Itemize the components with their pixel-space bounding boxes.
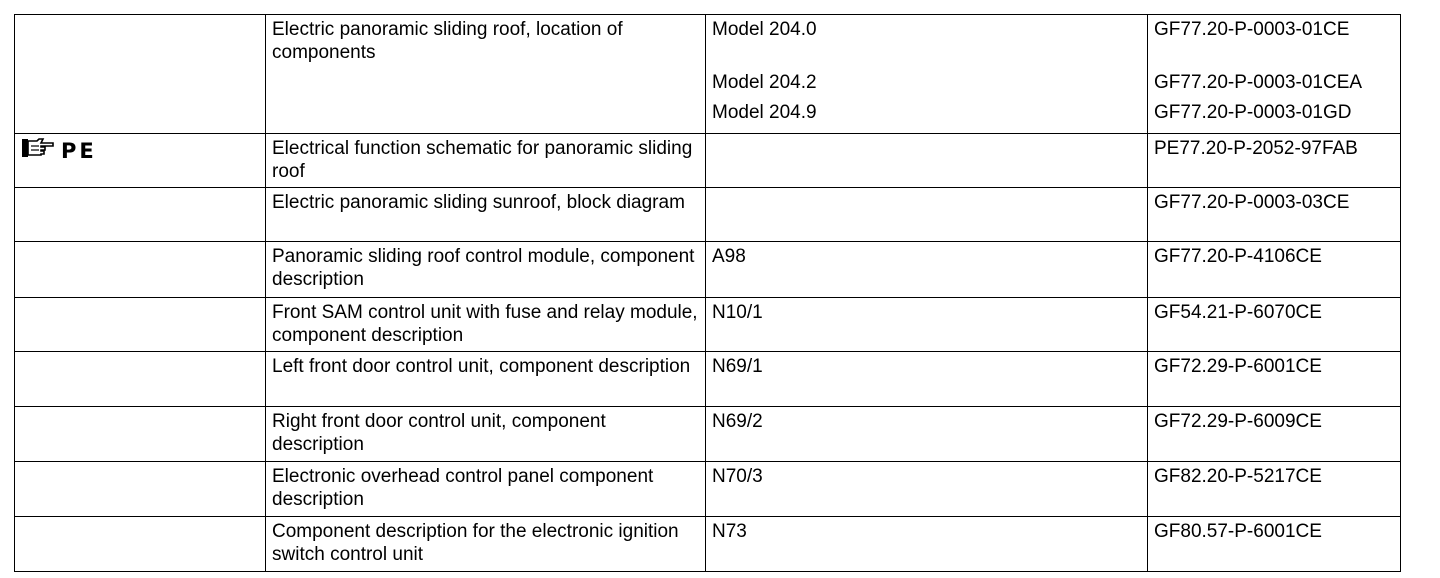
- doc-reference-link[interactable]: GF54.21-P-6070CE: [1154, 302, 1322, 323]
- doc-cell: [1148, 15, 1401, 134]
- doc-cell: [1148, 352, 1401, 407]
- model-label: A98: [712, 246, 746, 267]
- pe-marker[interactable]: [21, 137, 97, 165]
- row-title: Electric panoramic sliding roof, location of components: [272, 19, 623, 63]
- row-title: Electronic overhead control panel component description: [272, 466, 654, 510]
- doc-reference-link[interactable]: GF77.20-P-0003-01GD: [1154, 102, 1352, 123]
- model-cell: [706, 298, 1148, 352]
- table-row: [15, 407, 1401, 462]
- row-title: Right front door control unit, component description: [272, 411, 606, 455]
- model-cell: [706, 15, 1148, 134]
- doc-cell: [1148, 462, 1401, 517]
- doc-reference-link[interactable]: GF77.20-P-4106CE: [1154, 246, 1322, 267]
- model-label: Model 204.2: [712, 72, 817, 93]
- model-label: Model 204.0: [712, 19, 817, 40]
- doc-reference-link[interactable]: GF77.20-P-0003-03CE: [1154, 192, 1350, 213]
- model-cell: [706, 517, 1148, 572]
- pointing-hand-icon: [21, 137, 55, 165]
- table-row: [15, 462, 1401, 517]
- table-row: [15, 188, 1401, 242]
- title-cell: [266, 407, 706, 462]
- table-row: [15, 15, 1401, 134]
- model-cell: [706, 462, 1148, 517]
- doc-cell: [1148, 188, 1401, 242]
- model-cell: [706, 407, 1148, 462]
- marker-cell: [15, 298, 266, 352]
- table-row: [15, 134, 1401, 188]
- model-cell: [706, 242, 1148, 298]
- model-cell: [706, 188, 1148, 242]
- marker-cell: [15, 188, 266, 242]
- table-row: [15, 242, 1401, 298]
- model-label: N70/3: [712, 466, 763, 487]
- model-label: N73: [712, 521, 747, 542]
- row-title: Front SAM control unit with fuse and relay module, component description: [272, 302, 698, 346]
- marker-cell: [15, 242, 266, 298]
- doc-reference-link[interactable]: GF80.57-P-6001CE: [1154, 521, 1322, 542]
- row-title: Panoramic sliding roof control module, component description: [272, 246, 695, 290]
- doc-cell: [1148, 242, 1401, 298]
- title-cell: [266, 15, 706, 134]
- row-title: Electrical function schematic for panoramic sliding roof: [272, 138, 693, 182]
- marker-cell: [15, 15, 266, 134]
- row-title: Electric panoramic sliding sunroof, block diagram: [272, 192, 685, 213]
- marker-cell: [15, 352, 266, 407]
- marker-cell: [15, 517, 266, 572]
- pe-label: PE: [61, 138, 97, 163]
- model-label: N69/2: [712, 411, 763, 432]
- table-row: [15, 517, 1401, 572]
- doc-cell: [1148, 407, 1401, 462]
- doc-reference-link[interactable]: GF72.29-P-6001CE: [1154, 356, 1322, 377]
- doc-reference-link[interactable]: GF77.20-P-0003-01CE: [1154, 19, 1350, 40]
- doc-reference-link[interactable]: GF82.20-P-5217CE: [1154, 466, 1322, 487]
- title-cell: [266, 242, 706, 298]
- model-cell: [706, 134, 1148, 188]
- doc-reference-link[interactable]: GF72.29-P-6009CE: [1154, 411, 1322, 432]
- document-reference-table: [14, 14, 1401, 572]
- doc-cell: [1148, 517, 1401, 572]
- marker-cell: [15, 134, 266, 188]
- title-cell: [266, 462, 706, 517]
- table-row: [15, 298, 1401, 352]
- model-label: N69/1: [712, 356, 763, 377]
- table-row: [15, 352, 1401, 407]
- doc-reference-link[interactable]: GF77.20-P-0003-01CEA: [1154, 72, 1363, 93]
- marker-cell: [15, 462, 266, 517]
- model-label: Model 204.9: [712, 102, 817, 123]
- row-title: Component description for the electronic ignition switch control unit: [272, 521, 679, 565]
- marker-cell: [15, 407, 266, 462]
- title-cell: [266, 134, 706, 188]
- row-title: Left front door control unit, component description: [272, 356, 691, 377]
- model-cell: [706, 352, 1148, 407]
- doc-reference-link[interactable]: PE77.20-P-2052-97FAB: [1154, 138, 1358, 159]
- title-cell: [266, 517, 706, 572]
- title-cell: [266, 352, 706, 407]
- doc-cell: [1148, 298, 1401, 352]
- doc-cell: [1148, 134, 1401, 188]
- model-label: N10/1: [712, 302, 763, 323]
- title-cell: [266, 298, 706, 352]
- title-cell: [266, 188, 706, 242]
